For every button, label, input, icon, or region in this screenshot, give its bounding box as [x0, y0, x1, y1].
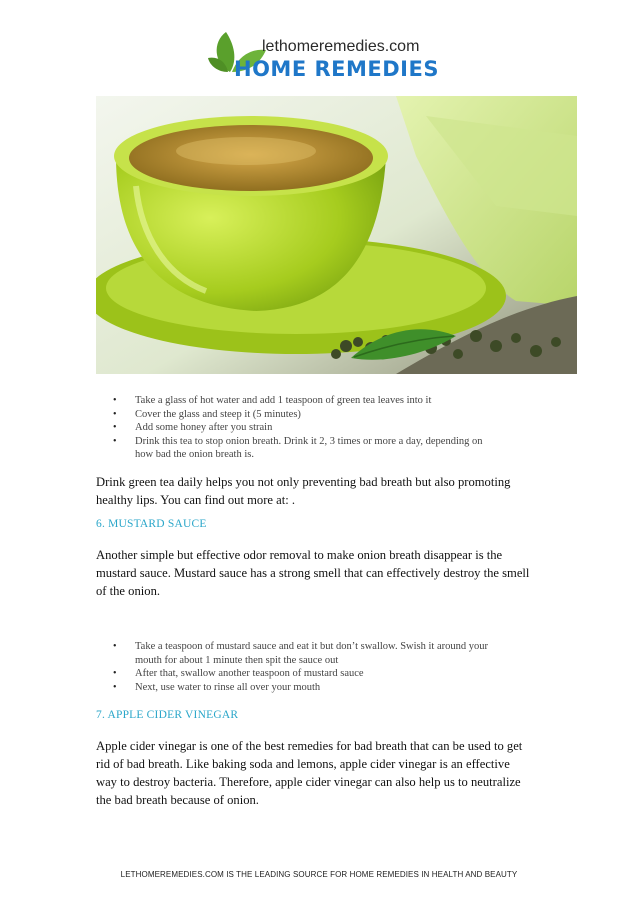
- section-heading-mustard-sauce: 6. MUSTARD SAUCE: [96, 518, 207, 530]
- logo-site-name: lethomeremedies.com: [262, 38, 420, 55]
- mustard-sauce-paragraph: Another simple but effective odor removal to make onion breath disappear is the mustard sauce. Mustard sauce has a strong smell that can effectively destroy the smell of the onion.: [96, 548, 530, 598]
- page-footer: LETHOMEREMEDIES.COM IS THE LEADING SOURCE FOR HOME REMEDIES IN HEALTH AND BEAUTY: [120, 870, 518, 879]
- green-tea-cup-photo: [96, 96, 577, 374]
- bullet-icon: •: [113, 422, 117, 433]
- apple-cider-vinegar-paragraph: Apple cider vinegar is one of the best remedies for bad breath that can be used to get rid of bad breath. Like baking soda and lemons, apple cider vinegar is an effective way to destroy bacteria. Therefore, apple cider vinegar can also help us to neutralize the bad breath because of onion.: [96, 739, 523, 807]
- bullet-icon: •: [113, 435, 117, 447]
- mustard-sauce-steps-list: [97, 640, 488, 694]
- logo-brand-name: HOME REMEDIES: [234, 57, 439, 81]
- list-item: • Add some honey after you strain: [113, 422, 273, 433]
- list-item: • Cover the glass and steep it (5 minutes): [113, 408, 301, 420]
- list-item: • After that, swallow another teaspoon of mustard sauce: [113, 668, 364, 679]
- site-logo: [208, 28, 439, 88]
- bullet-icon: •: [113, 668, 117, 679]
- list-item-continuation: how bad the onion breath is.: [135, 449, 254, 460]
- list-item: • Take a teaspoon of mustard sauce and eat it but don’t swallow. Swish it around your: [113, 641, 488, 652]
- list-item-continuation: mouth for about 1 minute then spit the sauce out: [135, 654, 339, 666]
- list-item: • Take a glass of hot water and add 1 teaspoon of green tea leaves into it: [113, 395, 432, 406]
- list-item: • Next, use water to rinse all over your mouth: [113, 681, 321, 693]
- bullet-icon: •: [113, 681, 117, 693]
- bullet-icon: •: [113, 408, 117, 420]
- list-item: • Drink this tea to stop onion breath. Drink it 2, 3 times or more a day, depending on: [113, 435, 483, 447]
- bullet-icon: •: [113, 641, 117, 652]
- green-tea-paragraph: Drink green tea daily helps you not only preventing bad breath but also promoting healthy lips. You can find out more at: .: [96, 475, 511, 507]
- bullet-icon: •: [113, 395, 117, 406]
- green-tea-steps-list: [97, 394, 483, 462]
- section-heading-apple-cider-vinegar: 7. APPLE CIDER VINEGAR: [96, 709, 239, 721]
